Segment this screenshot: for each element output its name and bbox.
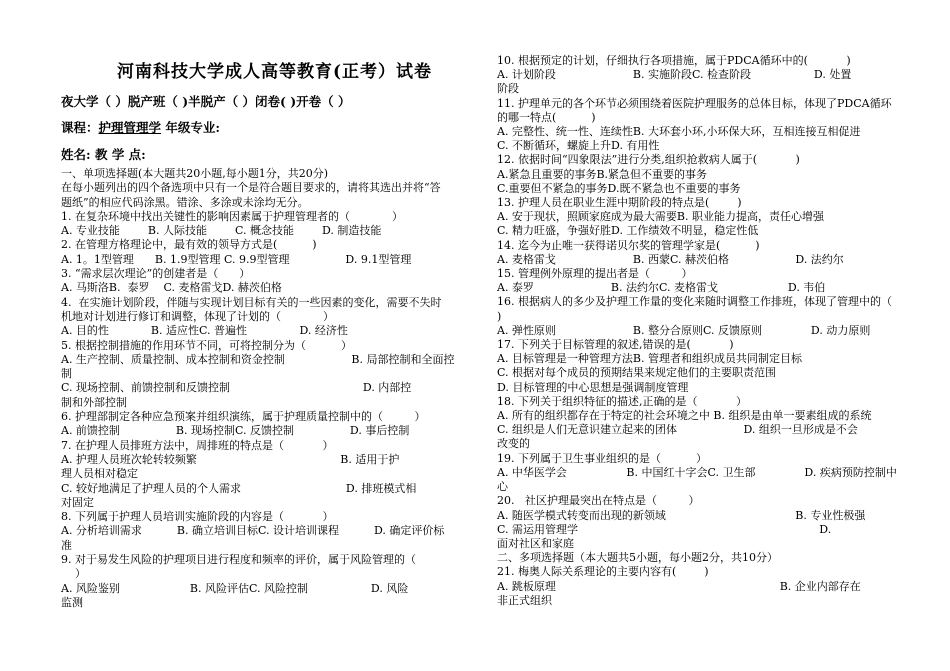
exam-line: C. 组织是人们无意识建立起来的团体 D. 组织一旦形成是不会 [497,423,858,437]
exam-line: 3. “需求层次理论”的创建者是（ ） [61,267,251,281]
exam-line: A. 弹性原则 B. 整分合原则C. 反馈原则 D. 动力原则 [497,323,871,337]
exam-line: 16. 根据病人的多少及护理工作量的变化来随时调整工作排班，体现了管理中的（ [497,295,892,309]
exam-line: 6. 护理部制定各种应急预案并组织演练，属于护理质量控制中的（ ） [61,410,426,424]
exam-line: 7. 在护理人员排班方法中，周排班的特点是（ ） [61,438,334,452]
exam-line: A. 风险鉴别 B. 风险评估C. 风险控制 D. 风险 [61,581,409,595]
exam-line: A. 随医学模式转变而出现的新领域 B. 专业性极强 [497,508,866,522]
exam-line: ) [497,309,502,323]
exam-line: 10. 根据预定的计划，仔细执行各项措施，属于PDCA循环中的( ) [497,54,851,67]
exam-line: 19. 下列属于卫生事业组织的是（ ） [497,451,707,465]
exam-line: A. 分析培训需求 B. 确立培训目标C. 设计培训课程 D. 确定评价标 [61,524,445,538]
exam-line: 5. 根据控制措施的作用环节不同，可将控制分为（ ） [61,338,352,352]
exam-line: 面对社区和家庭 [497,536,574,550]
exam-line: A. 跳板原理 B. 企业内部存在 [497,579,861,593]
exam-line: C. 较好地满足了护理人员的个人需求 D. 排班模式相 [61,481,417,495]
exam-line: 的哪一特点( ) [497,110,596,124]
exam-line: A. 专业技能 B. 人际技能 C. 概念技能 D. 制造技能 [61,224,382,238]
exam-line: C. 精力旺盛，争强好胜D. 工作绩效不明显，稳定性低 [497,224,759,238]
exam-line: C. 现场控制、前馈控制和反馈控制 D. 内部控 [61,381,412,395]
exam-line: A. 1。1型管理 B. 1.9型管理 C. 9.9型管理 D. 9.1型管理 [61,252,412,266]
exam-line: A. 目的性 B. 适应性C. 普遍性 D. 经济性 [61,324,348,338]
exam-line: 11. 护理单元的各个环节必须围绕着医院护理服务的总体目标，体现了PDCA循环 [497,96,892,110]
exam-line: 18. 下列关于组织特征的描述,正确的是（ ） [497,394,747,408]
exam-line: 在每小题列出的四个备选项中只有一个是符合题目要求的，请将其选出并将“答 [61,181,441,195]
exam-line: 制和外部控制 [61,395,127,409]
exam-line: 非正式组织 [497,593,552,607]
exam-line: A. 计划阶段 B. 实施阶段C. 检查阶段 D. 处置 [497,68,852,82]
exam-line: A. 前馈控制 B. 现场控制C. 反馈控制 D. 事后控制 [61,424,410,438]
exam-line: ） [61,567,86,581]
exam-line: 2. 在管理方格理论中，最有效的领导方式是( ) [61,238,317,252]
exam-line: 机地对计划进行修订和调整，体现了计划的（ ） [61,309,334,323]
exam-title: 河南科技大学成人高等教育(正考）试卷 [117,62,433,82]
exam-line: 监测 [61,595,83,609]
exam-line: 制 [61,367,72,381]
course-label: 课程： [61,120,99,135]
exam-line: 21. 梅奥人际关系理论的主要内容有( ) [497,565,709,579]
exam-line: 理人员相对稳定 [61,467,138,481]
exam-line: A. 泰罗 B. 法约尔C. 麦格雷戈 D. 韦伯 [497,281,826,295]
exam-line: 题纸”的相应代码涂黑。错涂、多涂或未涂均无分。 [61,195,309,209]
exam-line: D. 目标管理的中心思想是强调制度管理 [497,380,689,394]
grade-major-label: 年级专业: [161,120,220,135]
exam-line: C.重要但不紧急的事务D.既不紧急也不重要的事务 [497,181,741,195]
exam-line: 阶段 [497,82,519,96]
exam-line: A. 安于现状，照顾家庭成为最大需要B. 职业能力提高，责任心增强 [497,210,825,224]
exam-line: 改变的 [497,437,530,451]
exam-line: 8. 下列属于护理人员培训实施阶段的内容是（ ） [61,510,334,524]
exam-line: 15. 管理例外原理的提出者是（ ） [497,267,693,281]
exam-line: 二、多项选择题（本大题共5小题，每小题2分，共10分） [497,551,778,565]
course-name: 护理管理学 [98,120,162,135]
exam-line: A. 马斯洛B. 泰罗 C. 麦格雷戈D. 赫茨伯格 [61,281,282,295]
study-mode-line: 夜大学（ ）脱产班（ )半脱产（ ）闭卷( )开卷（ ） [61,94,351,109]
exam-line: A. 目标管理是一种管理方法B. 管理者和组织成员共同制定目标 [497,352,803,366]
exam-line: A. 生产控制、质量控制、成本控制和资金控制 B. 局部控制和全面控 [61,352,455,366]
name-line: 姓名: 教 学 点: [61,147,146,162]
exam-line: A.紧急且重要的事务B.紧急但不重要的事务 [497,167,708,181]
exam-line: A. 护理人员班次轮转较频繁 B. 适用于护 [61,452,400,466]
exam-line: A. 中华医学会 B. 中国红十字会C. 卫生部 D. 疾病预防控制中 [497,465,897,479]
exam-line: 9. 对于易发生风险的护理项目进行程度和频率的评价，属于风险管理的（ [61,553,416,567]
exam-line: 12. 依据时间“四象限法”进行分类,组织抢救病人属于( ) [497,153,800,167]
exam-line: 对固定 [61,495,94,509]
exam-line: C. 根据对每个成员的预期结果来规定他们的主要职责范围 [497,366,777,380]
exam-line: 4. 在实施计划阶段，伴随与实现计划目标有关的一些因素的变化，需要不失时 [61,295,442,309]
exam-line: 13. 护理人员在职业生涯中期阶段的特点是( ) [497,196,742,210]
exam-line: 14. 迄今为止唯一获得诺贝尔奖的管理学家是( ) [497,238,760,252]
exam-line: 心 [497,480,508,494]
left-column [61,167,459,610]
exam-line: A. 麦格雷戈 B. 西蒙C. 赫茨伯格 D. 法约尔 [497,252,844,266]
right-column [497,54,897,608]
exam-line: 20. 社区护理最突出在特点是（ ） [497,494,700,508]
course-line [61,118,220,136]
exam-line: 17. 下列关于目标管理的叙述,错误的是( ) [497,338,734,352]
exam-line: C. 不断循环，螺旋上升D. 有用性 [497,139,660,153]
exam-line: 准 [61,538,72,552]
exam-line: 一、单项选择题(本大题共20小题,每小题1分，共20分) [61,167,329,180]
exam-line: C. 需运用管理学 D. [497,522,832,536]
exam-line: A. 所有的组织都存在于特定的社会环境之中 B. 组织是由单一要素组成的系统 [497,409,872,423]
exam-line: 1. 在复杂环境中找出关键性的影响因素属于护理管理者的（ ） [61,209,403,223]
exam-line: A. 完整性、统一性、连续性B. 大环套小环,小环保大环，互相连接互相促进 [497,125,861,139]
